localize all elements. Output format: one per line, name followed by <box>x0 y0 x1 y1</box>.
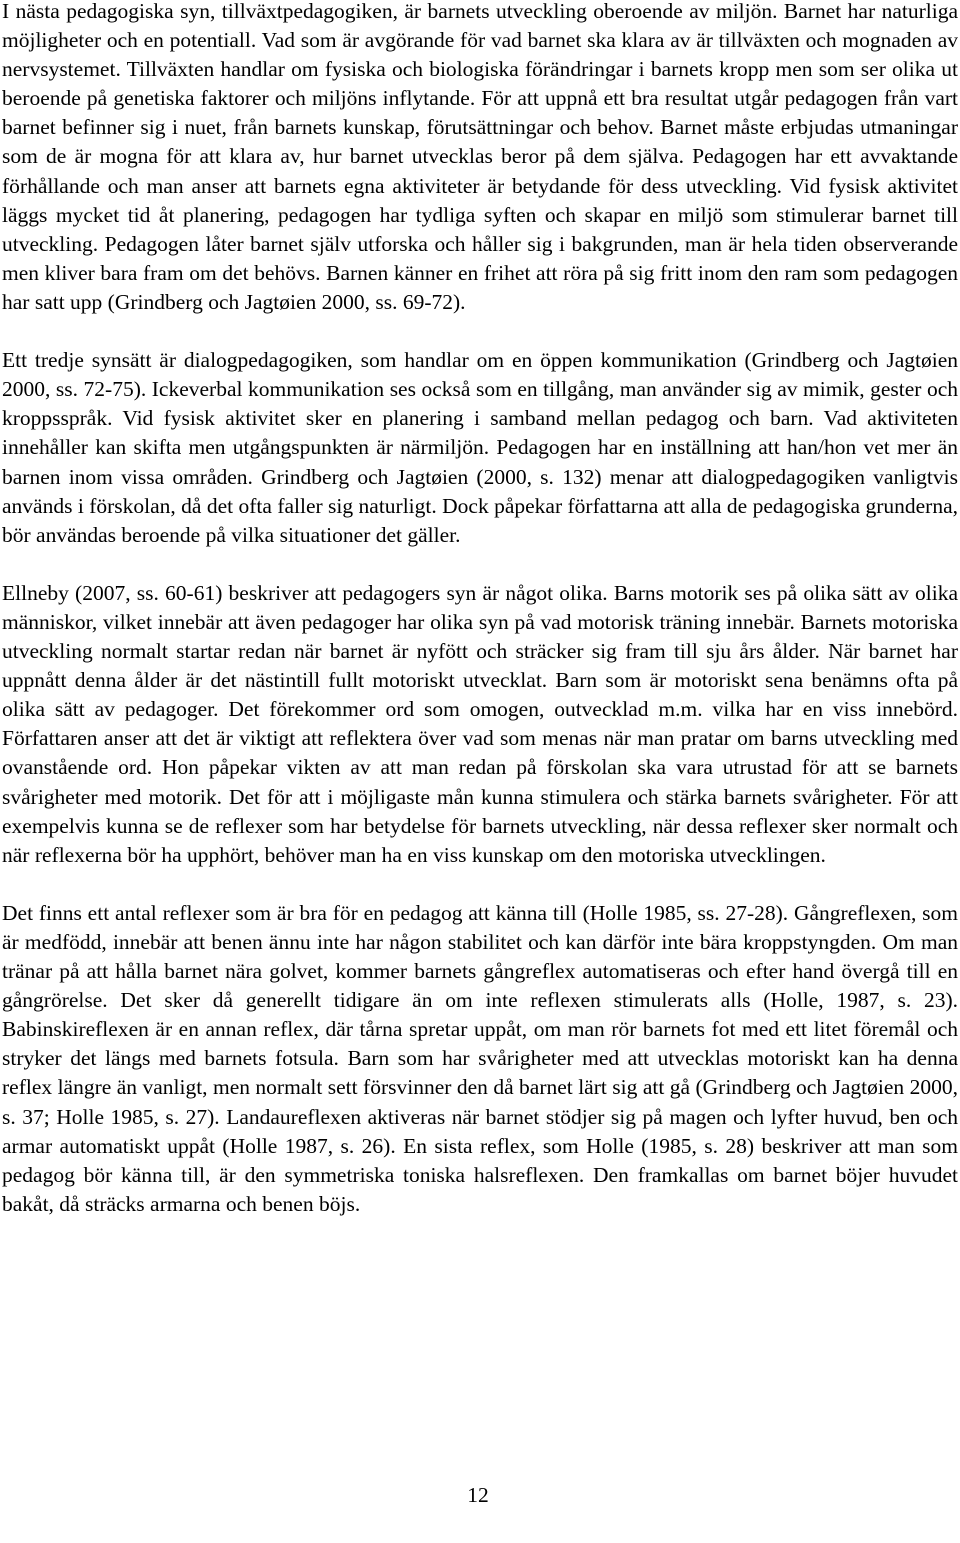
paragraph-dialogpedagogiken: Ett tredje synsätt är dialogpedagogiken, som handlar om en öppen kommunikation (Grindberg och Jagtøien 2000, ss. 72-75). Ickeverbal kommunikation ses också som en tillgång, man använder sig av mimik, gester och kroppsspråk. Vid fysisk aktivitet sker en planering i samband mellan pedagog och barn. Vad aktiviteten innehåller kan skifta men utgångspunkten är närmiljön. Pedagogen har en inställning att han/hon vet mer än barnen inom vissa områden. Grindberg och Jagtøien (2000, s. 132) menar att dialogpedagogiken vanligtvis används i förskolan, då det ofta faller sig naturligt. Dock påpekar författarna att alla de pedagogiska grunderna, bör användas beroende på vilka situationer det gäller. <box>2 348 958 547</box>
paragraph-tillvaxtpedagogiken: I nästa pedagogiska syn, tillväxtpedagogiken, är barnets utveckling oberoende av miljön. Barnet har naturliga möjligheter och en potentiall. Vad som är avgörande för vad barnet ska klara av är tillväxten och mognaden av nervsystemet. Tillväxten handlar om fysiska och biologiska förändringar i barnets kropp men som ser olika ut beroende på genetiska faktorer och miljöns inflytande. För att uppnå ett bra resultat utgår pedagogen från vart barnet befinner sig i nuet, från barnets kunskap, förutsättningar och behov. Barnet måste erbjudas utmaningar som de är mogna för att klara av, hur barnet utvecklas beror på dem själva. Pedagogen har ett avvaktande förhållande och man anser att barnets egna aktiviteter är betydande för dess utveckling. Vid fysisk aktivitet läggs mycket tid åt planering, pedagogen har tydliga syften och skapar en miljö som stimulerar barnet till utveckling. Pedagogen låter barnet själv utforska och håller sig i bakgrunden, man är hela tiden observerande men kliver bara fram om det behövs. Barnen känner en frihet att röra på sig fritt inom den ram som pedagogen har satt upp (Grindberg och Jagtøien 2000, ss. 69-72). <box>2 0 958 314</box>
paragraph-ellneby: Ellneby (2007, ss. 60-61) beskriver att pedagogers syn är något olika. Barns motorik ses på olika sätt av olika människor, vilket innebär att även pedagoger har olika syn på vad motorisk träning innebär. Barnets motoriska utveckling normalt startar redan när barnet är nyfött och sträcker sig fram till sju års ålder. När barnet har uppnått denna ålder är det nästintill fullt motoriskt utvecklat. Barn som är motoriskt sena benämns ofta på olika sätt av pedagoger. Det förekommer ord som omogen, outvecklad m.m. vilka har en viss innebörd. Författaren anser att det är viktigt att reflektera över vad som menas när man pratar om barns utveckling med ovanstående ord. Hon påpekar vikten av att man redan på förskolan ska vara utrustad för att se barnets svårigheter med motorik. Det för att i möjligaste mån kunna stimulera och stärka barnets svårigheter. För att exempelvis kunna se de reflexer som har betydelse för barnets utveckling, när dessa reflexer sker normalt och när reflexerna bör ha upphört, behöver man ha en viss kunskap om den motoriska utvecklingen. <box>2 580 958 867</box>
page-number: 12 <box>467 1483 489 1507</box>
paragraph-reflexer: Det finns ett antal reflexer som är bra för en pedagog att känna till (Holle 1985, ss. 27-28). Gångreflexen, som är medfödd, innebär att benen ännu inte har någon stabilitet och kan därför inte bära kroppstyngden. Om man tränar på att hålla barnet nära golvet, kommer barnets gångreflex automatiseras och efter hand övergå till en gångrörelse. Det sker då generellt tidigare än om inte reflexen stimulerats alls (Holle, 1987, s. 23). Babinskireflexen är en annan reflex, där tårna spretar uppåt, om man rör barnets fot med ett litet föremål och stryker det längs med barnets fotsula. Barn som har svårigheter med att utvecklas motoriskt kan ha denna reflex längre än vanligt, men normalt sett försvinner den då barnet lärt sig att gå (Grindberg och Jagtøien 2000, s. 37; Holle 1985, s. 27). Landaureflexen aktiveras när barnet stödjer sig på magen och lyfter huvud, ben och armar automatiskt uppåt (Holle 1987, s. 26). En sista reflex, som Holle (1985, s. 28) beskriver att man som pedagog bör känna till, är den symmetriska toniska halsreflexen. Den framkallas om barnet böjer huvudet bakåt, då sträcks armarna och benen böjs. <box>2 900 958 1216</box>
